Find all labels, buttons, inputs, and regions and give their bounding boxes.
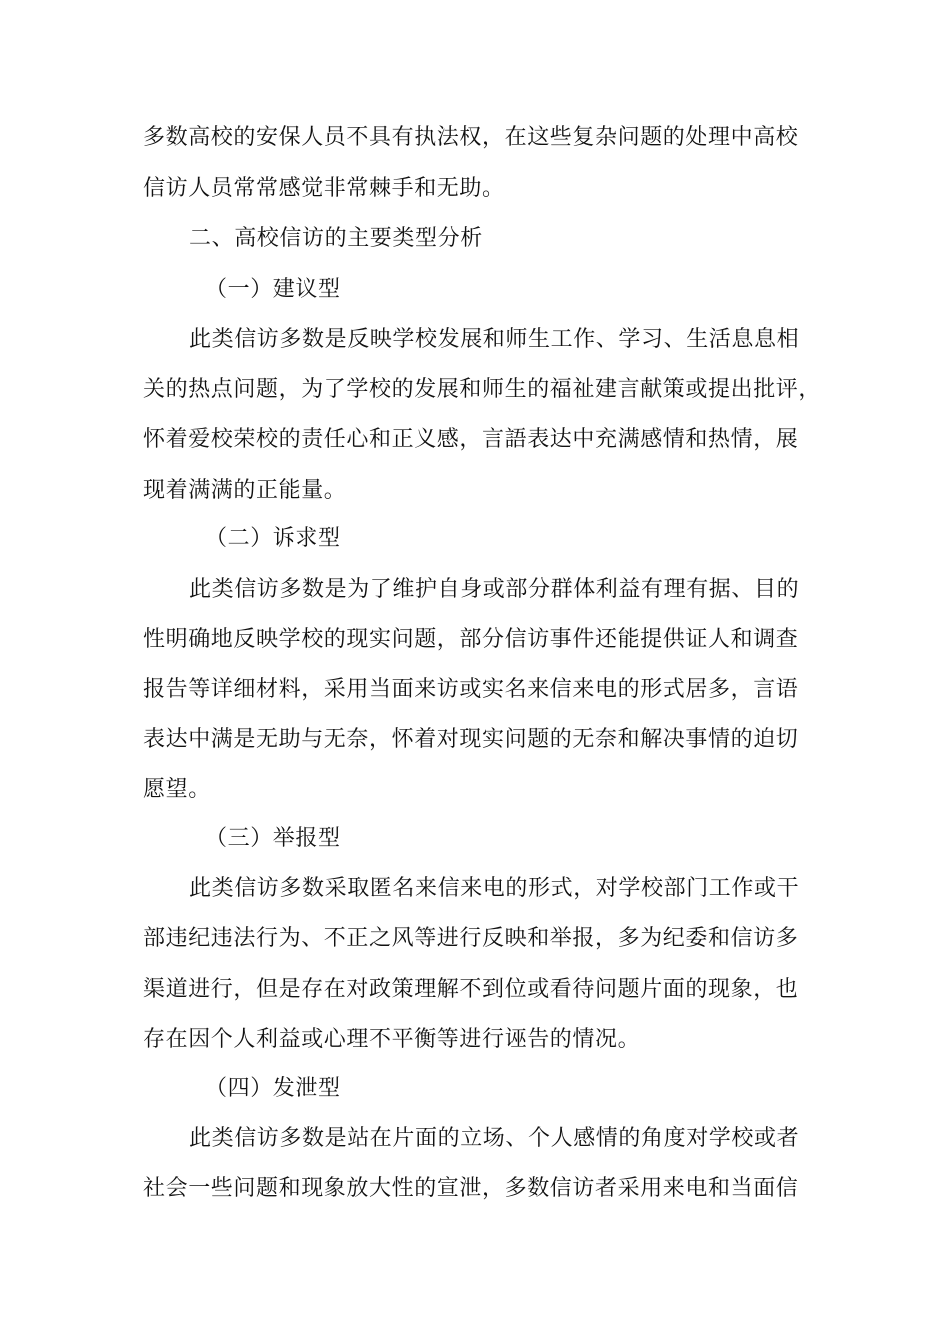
text-line: 关的热点问题，为了学校的发展和师生的福祉建言献策或提出批评，: [143, 377, 822, 402]
text-line: 部违纪违法行为、不正之风等进行反映和举报，多为纪委和信访多: [143, 926, 799, 951]
text-line: 性明确地反映学校的现实问题，部分信访事件还能提供证人和调查: [143, 627, 799, 652]
text-line: 社会一些问题和现象放大性的宣泄，多数信访者采用来电和当面信: [143, 1176, 799, 1201]
text-line: 怀着爱校荣校的责任心和正义感，言語表达中充满感情和热情，展: [143, 427, 799, 452]
paragraph-first-line: 此类信访多数是站在片面的立场、个人感情的角度对学校或者: [189, 1126, 800, 1151]
text-line: 渠道进行，但是存在对政策理解不到位或看待问题片面的现象，也: [143, 977, 799, 1002]
subsection-heading: （三）举报型: [205, 826, 341, 851]
paragraph-first-line: 此类信访多数采取匿名来信来电的形式，对学校部门工作或干: [189, 876, 800, 901]
text-line: 信访人员常常感觉非常棘手和无助。: [143, 176, 505, 201]
subsection-heading: （二）诉求型: [205, 526, 341, 551]
subsection-heading: （一）建议型: [205, 277, 341, 302]
text-line: 多数高校的安保人员不具有执法权，在这些复杂问题的处理中高校: [143, 125, 799, 150]
text-line: 存在因个人利益或心理不平衡等进行诬告的情况。: [143, 1027, 641, 1052]
section-heading: 二、高校信访的主要类型分析: [189, 226, 483, 251]
text-line: 表达中满是无助与无奈，怀着对现实问题的无奈和解决事情的迫切: [143, 727, 799, 752]
text-line: 报告等详细材料，采用当面来访或实名来信来电的形式居多，言语: [143, 677, 799, 702]
text-line: 愿望。: [143, 777, 211, 802]
paragraph-first-line: 此类信访多数是为了维护自身或部分群体利益有理有据、目的: [189, 577, 800, 602]
text-line: 现着满满的正能量。: [143, 478, 347, 503]
subsection-heading: （四）发泄型: [205, 1076, 341, 1101]
paragraph-first-line: 此类信访多数是反映学校发展和师生工作、学习、生活息息相: [189, 327, 800, 352]
